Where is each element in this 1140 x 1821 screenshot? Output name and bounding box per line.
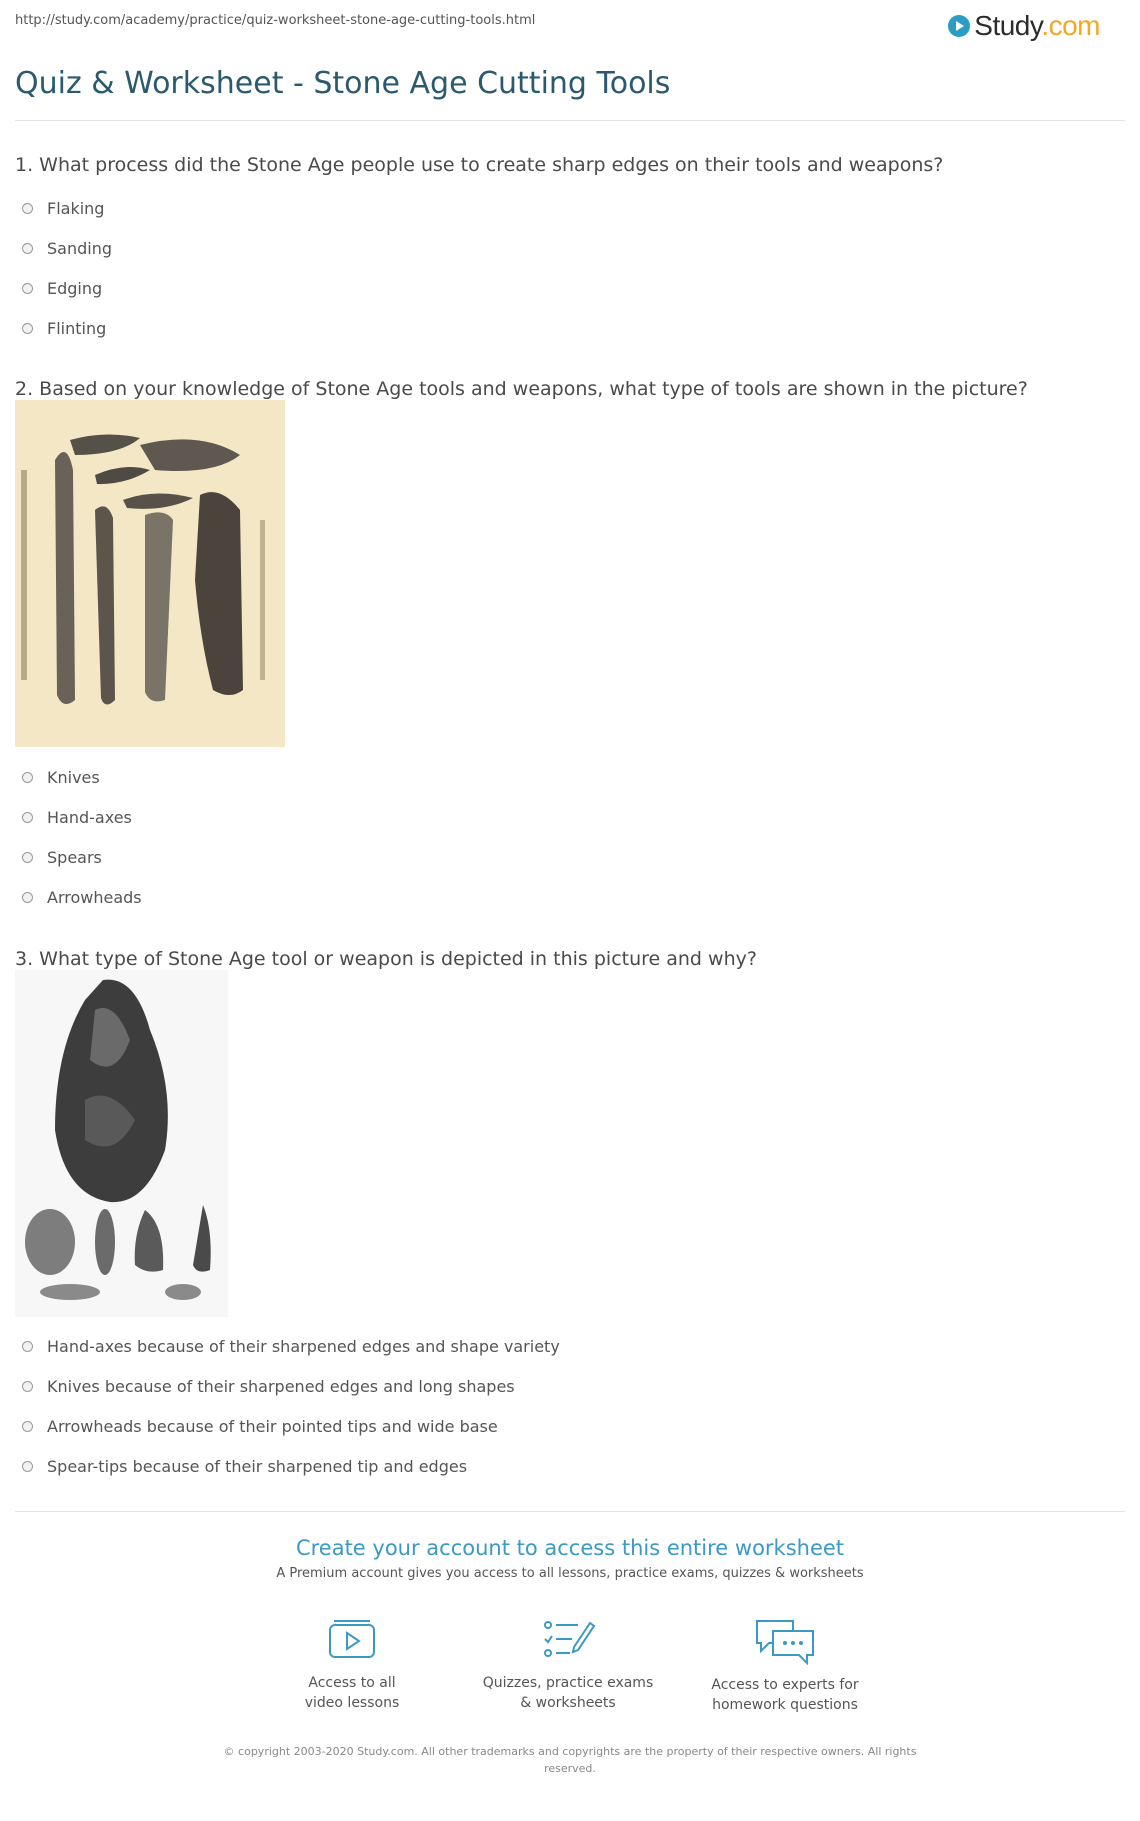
question-2-option-3[interactable] — [22, 848, 102, 867]
chat-bubbles-icon — [753, 1617, 817, 1665]
radio-icon[interactable] — [22, 812, 33, 823]
feature-video-lessons — [252, 1617, 452, 1713]
feature-line-1: Quizzes, practice exams — [482, 1675, 654, 1691]
option-label: Hand-axes — [47, 808, 132, 827]
option-label: Sanding — [47, 239, 112, 258]
page-url: http://study.com/academy/practice/quiz-worksheet-stone-age-cutting-tools.html — [15, 13, 536, 28]
video-icon — [324, 1617, 380, 1663]
page-title: Quiz & Worksheet - Stone Age Cutting Tools — [15, 66, 671, 101]
question-2-option-2[interactable] — [22, 808, 132, 827]
question-1-text: 1. What process did the Stone Age people use to create sharp edges on their tools and weapons? — [15, 154, 944, 176]
feature-quizzes — [468, 1617, 668, 1713]
question-2-option-4[interactable] — [22, 888, 142, 907]
title-divider — [15, 120, 1125, 121]
question-1-option-1[interactable] — [22, 199, 104, 218]
option-label: Arrowheads because of their pointed tips and wide base — [47, 1417, 498, 1436]
option-label: Flinting — [47, 319, 107, 338]
feature-experts — [685, 1617, 885, 1715]
logo-suffix: .com — [1041, 10, 1100, 41]
radio-icon[interactable] — [22, 243, 33, 254]
question-2-option-1[interactable] — [22, 768, 100, 787]
option-label: Knives because of their sharpened edges and long shapes — [47, 1377, 515, 1396]
option-label: Arrowheads — [47, 888, 142, 907]
radio-icon[interactable] — [22, 772, 33, 783]
hand-axe-illustration — [15, 970, 228, 1317]
radio-icon[interactable] — [22, 1461, 33, 1472]
copyright-line-2: reserved. — [544, 1762, 596, 1775]
radio-icon[interactable] — [22, 852, 33, 863]
feature-line-1: Access to all — [308, 1675, 396, 1691]
radio-icon[interactable] — [22, 892, 33, 903]
cta-subtitle: A Premium account gives you access to all lessons, practice exams, quizzes & worksheets — [276, 1566, 864, 1581]
option-label: Hand-axes because of their sharpened edges and shape variety — [47, 1337, 560, 1356]
radio-icon[interactable] — [22, 203, 33, 214]
cta-title[interactable]: Create your account to access this entire worksheet — [295, 1536, 845, 1560]
question-1-option-3[interactable] — [22, 279, 102, 298]
option-label: Knives — [47, 768, 100, 787]
copyright-line-1: © copyright 2003-2020 Study.com. All other trademarks and copyrights are the property of their respective owners. All rights — [223, 1745, 917, 1758]
stone-tools-illustration — [15, 400, 285, 747]
question-1-option-4[interactable] — [22, 319, 106, 338]
copyright-footer — [215, 1743, 925, 1777]
cta-divider — [15, 1511, 1125, 1512]
question-3-text: 3. What type of Stone Age tool or weapon is depicted in this picture and why? — [15, 948, 757, 970]
option-label: Flaking — [47, 199, 105, 218]
radio-icon[interactable] — [22, 1421, 33, 1432]
option-label: Spears — [47, 848, 102, 867]
question-3-option-2[interactable] — [22, 1377, 515, 1396]
question-2-text: 2. Based on your knowledge of Stone Age tools and weapons, what type of tools are shown in the picture? — [15, 378, 1028, 400]
question-1-option-2[interactable] — [22, 239, 112, 258]
feature-line-2: homework questions — [712, 1697, 858, 1713]
radio-icon[interactable] — [22, 1341, 33, 1352]
radio-icon[interactable] — [22, 323, 33, 334]
quiz-checklist-icon — [540, 1617, 596, 1663]
radio-icon[interactable] — [22, 283, 33, 294]
question-3-option-1[interactable] — [22, 1337, 560, 1356]
study-logo[interactable] — [948, 6, 1100, 46]
question-3-option-4[interactable] — [22, 1457, 467, 1476]
option-label: Edging — [47, 279, 103, 298]
feature-line-2: & worksheets — [520, 1695, 616, 1711]
logo-name: Study — [974, 10, 1042, 41]
feature-line-1: Access to experts for — [711, 1677, 859, 1693]
play-logo-icon — [948, 15, 970, 37]
feature-line-2: video lessons — [304, 1695, 400, 1711]
option-label: Spear-tips because of their sharpened tip and edges — [47, 1457, 468, 1476]
radio-icon[interactable] — [22, 1381, 33, 1392]
question-3-option-3[interactable] — [22, 1417, 498, 1436]
